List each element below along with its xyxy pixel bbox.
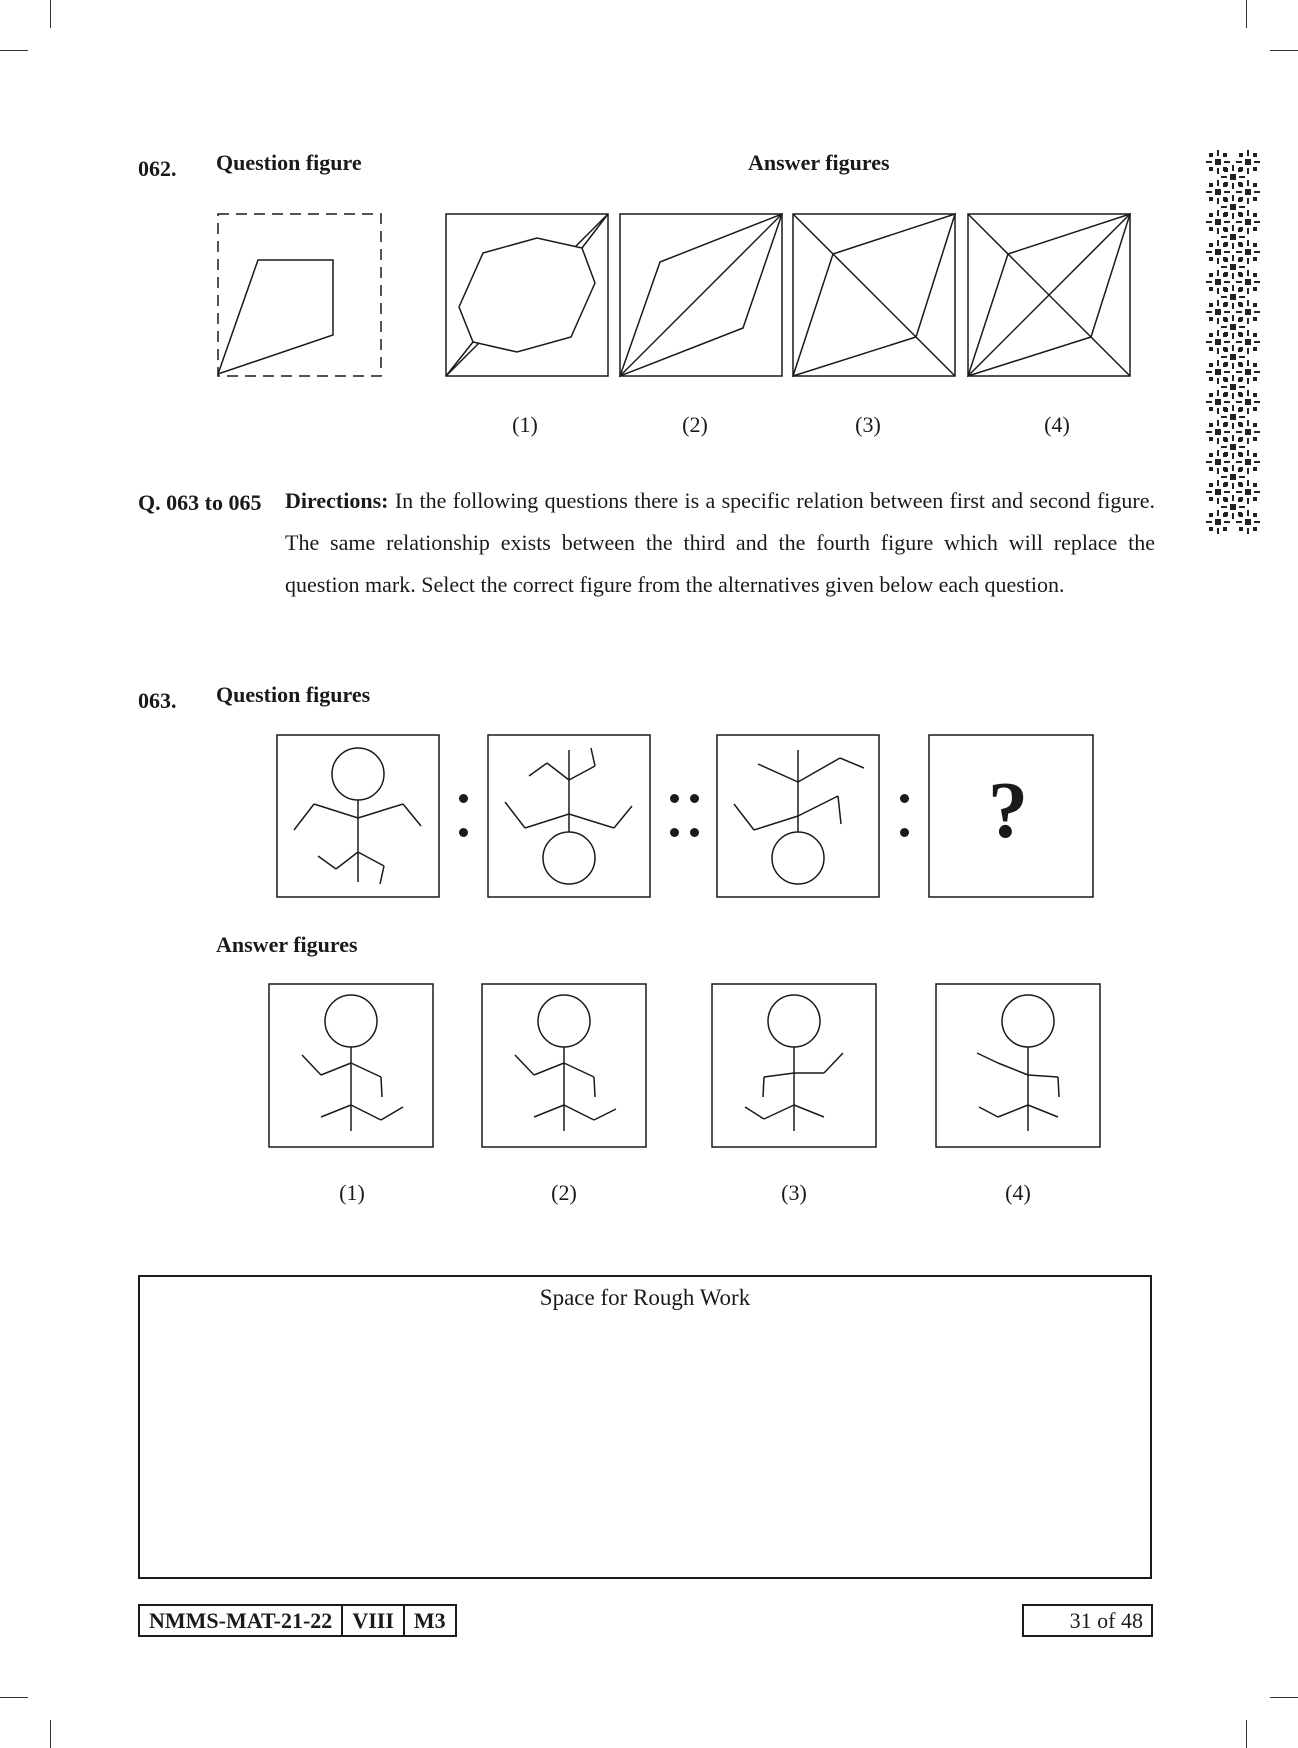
option-label: (4)	[1044, 412, 1070, 437]
ratio-colon	[900, 794, 909, 803]
question-figure-063-2	[487, 734, 652, 899]
option-label: (3)	[781, 1180, 807, 1205]
crop-mark	[1246, 0, 1247, 28]
directions-range: Q. 063 to 065	[138, 490, 262, 515]
page-number: 31 of 48	[1022, 1604, 1153, 1637]
crop-mark	[1270, 50, 1298, 51]
answer-figure-062-1[interactable]	[445, 213, 610, 378]
ratio-double-colon	[690, 828, 699, 837]
exam-class: VIII	[341, 1606, 403, 1635]
option-label: (2)	[551, 1180, 577, 1205]
ratio-colon	[900, 828, 909, 837]
ratio-double-colon	[690, 794, 699, 803]
crop-mark	[50, 0, 51, 28]
ratio-double-colon	[670, 828, 679, 837]
exam-set: M3	[403, 1606, 455, 1635]
question-number: 063.	[138, 688, 177, 713]
option-label: (4)	[1005, 1180, 1031, 1205]
question-figure-heading: Question figure	[216, 150, 362, 175]
option-label: (2)	[682, 412, 708, 437]
answer-figure-062-2[interactable]	[619, 213, 784, 378]
answer-figure-063-4[interactable]	[935, 983, 1102, 1149]
option-label: (1)	[339, 1180, 365, 1205]
question-figure-063-1	[276, 734, 441, 899]
crop-mark	[1246, 1720, 1247, 1748]
question-figures-heading: Question figures	[216, 682, 371, 707]
directions-label: Directions:	[285, 488, 389, 513]
answer-figures-heading: Answer figures	[216, 932, 358, 957]
crop-mark	[50, 1720, 51, 1748]
answer-figure-062-4[interactable]	[967, 213, 1132, 378]
crop-mark	[0, 50, 28, 51]
crop-mark	[0, 1697, 28, 1698]
question-figure-063-3	[716, 734, 881, 899]
answer-figure-063-2[interactable]	[481, 983, 648, 1149]
directions-text	[285, 480, 1155, 606]
answer-figures-heading: Answer figures	[748, 150, 890, 175]
question-figure-062	[217, 213, 383, 377]
option-label: (1)	[512, 412, 538, 437]
ratio-double-colon	[670, 794, 679, 803]
crop-mark	[1270, 1697, 1298, 1698]
question-number: 062.	[138, 156, 177, 181]
answer-figure-063-3[interactable]	[711, 983, 878, 1149]
rough-work-title: Space for Rough Work	[539, 1285, 751, 1310]
answer-figure-062-3[interactable]	[792, 213, 957, 378]
ratio-colon	[459, 794, 468, 803]
option-label: (3)	[855, 412, 881, 437]
question-mark: ?	[988, 767, 1028, 855]
rough-work-box	[138, 1275, 1152, 1579]
answer-figure-063-1[interactable]	[268, 983, 435, 1149]
footer-code-box	[138, 1604, 457, 1637]
ratio-colon	[459, 828, 468, 837]
decorative-border-pattern-icon	[1203, 150, 1263, 545]
directions-body: In the following questions there is a specific relation between first and second figure. The same relationship exists between the third and the fourth figure which will replace the question mark. Select the correct figure from the alternatives given below each question.	[285, 488, 1155, 597]
exam-code: NMMS-MAT-21-22	[149, 1608, 333, 1633]
